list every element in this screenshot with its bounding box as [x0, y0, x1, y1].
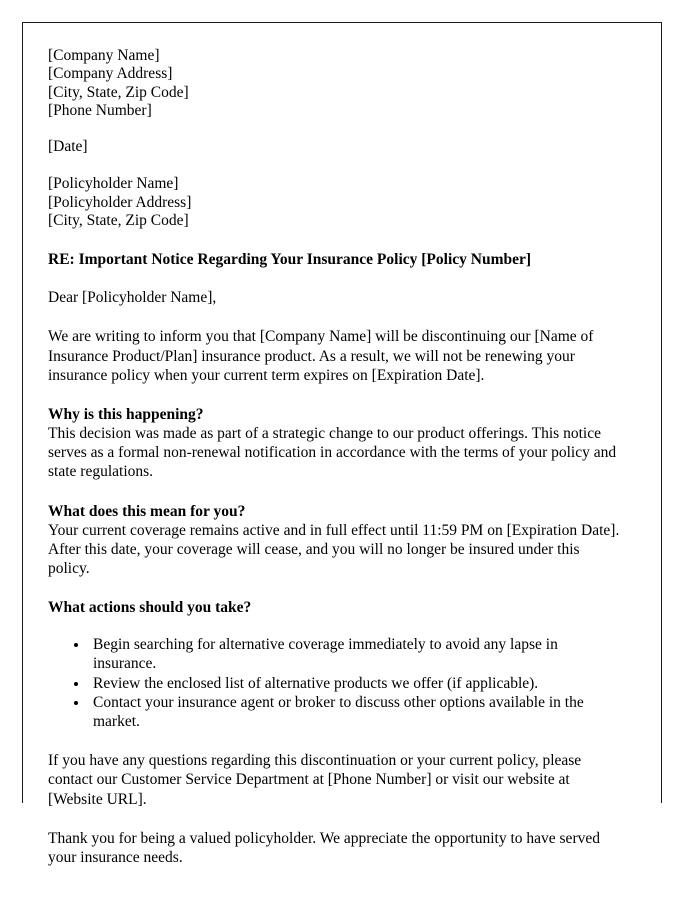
section-what-does-this-mean — [48, 502, 623, 579]
section-heading-why: Why is this happening? — [48, 405, 204, 423]
spacer-after-sender — [48, 120, 623, 138]
recipient-address: [Policyholder Address] — [48, 193, 192, 211]
section-heading-actions: What actions should you take? — [48, 599, 252, 617]
recipient-name: [Policyholder Name] — [48, 175, 179, 193]
document-page — [22, 22, 662, 867]
salutation: Dear [Policyholder Name], — [48, 289, 217, 307]
letter-content — [48, 47, 623, 867]
section-heading-meaning: What does this mean for you? — [48, 502, 246, 520]
section-text-why: This decision was made as part of a strategic change to our product offerings. This notice serves as a formal non-renewal notification in accordance with the terms of your policy and state regulations. — [48, 424, 617, 481]
section-text-meaning: Your current coverage remains active and in full effect until 11:59 PM on [Expiration Date]. After this date, your coverage will cease, and you will no longer be insured under this policy. — [48, 521, 620, 577]
opening-paragraph: We are writing to inform you that [Company Name] will be discontinuing our [Name of Insurance Product/Plan] insurance product. As a result, we will not be renewing your insurance policy when your current term expires on [Expiration Date]. — [48, 328, 594, 384]
section-why-is-this-happening — [48, 405, 623, 482]
sender-company-address: [Company Address] — [48, 65, 173, 83]
list-item: • Begin searching for alternative coverage immediately to avoid any lapse in insurance. — [89, 635, 623, 673]
spacer-after-date — [48, 156, 623, 175]
section-what-actions — [48, 598, 623, 731]
closing-paragraph: Thank you for being a valued policyholder. We appreciate the opportunity to have served your insurance needs. — [48, 829, 600, 867]
letter-date: [Date] — [48, 138, 88, 156]
list-item: • Review the enclosed list of alternative products we offer (if applicable). — [89, 674, 623, 693]
recipient-city-state-zip: [City, State, Zip Code] — [48, 212, 189, 230]
sender-address-block — [48, 47, 623, 120]
sender-phone-number: [Phone Number] — [48, 101, 152, 119]
sender-city-state-zip: [City, State, Zip Code] — [48, 83, 189, 101]
action-items-list — [48, 635, 623, 731]
sender-company-name: [Company Name] — [48, 47, 160, 64]
date-block — [48, 138, 623, 156]
recipient-address-block — [48, 175, 623, 230]
list-item: • Contact your insurance agent or broker to discuss other options available in the market. — [89, 693, 623, 731]
contact-paragraph: If you have any questions regarding this discontinuation or your current policy, please contact our Customer Service Department at [Phone Number] or visit our website at [Website URL]. — [48, 752, 582, 808]
subject-line: RE: Important Notice Regarding Your Insurance Policy [Policy Number] — [48, 251, 532, 269]
